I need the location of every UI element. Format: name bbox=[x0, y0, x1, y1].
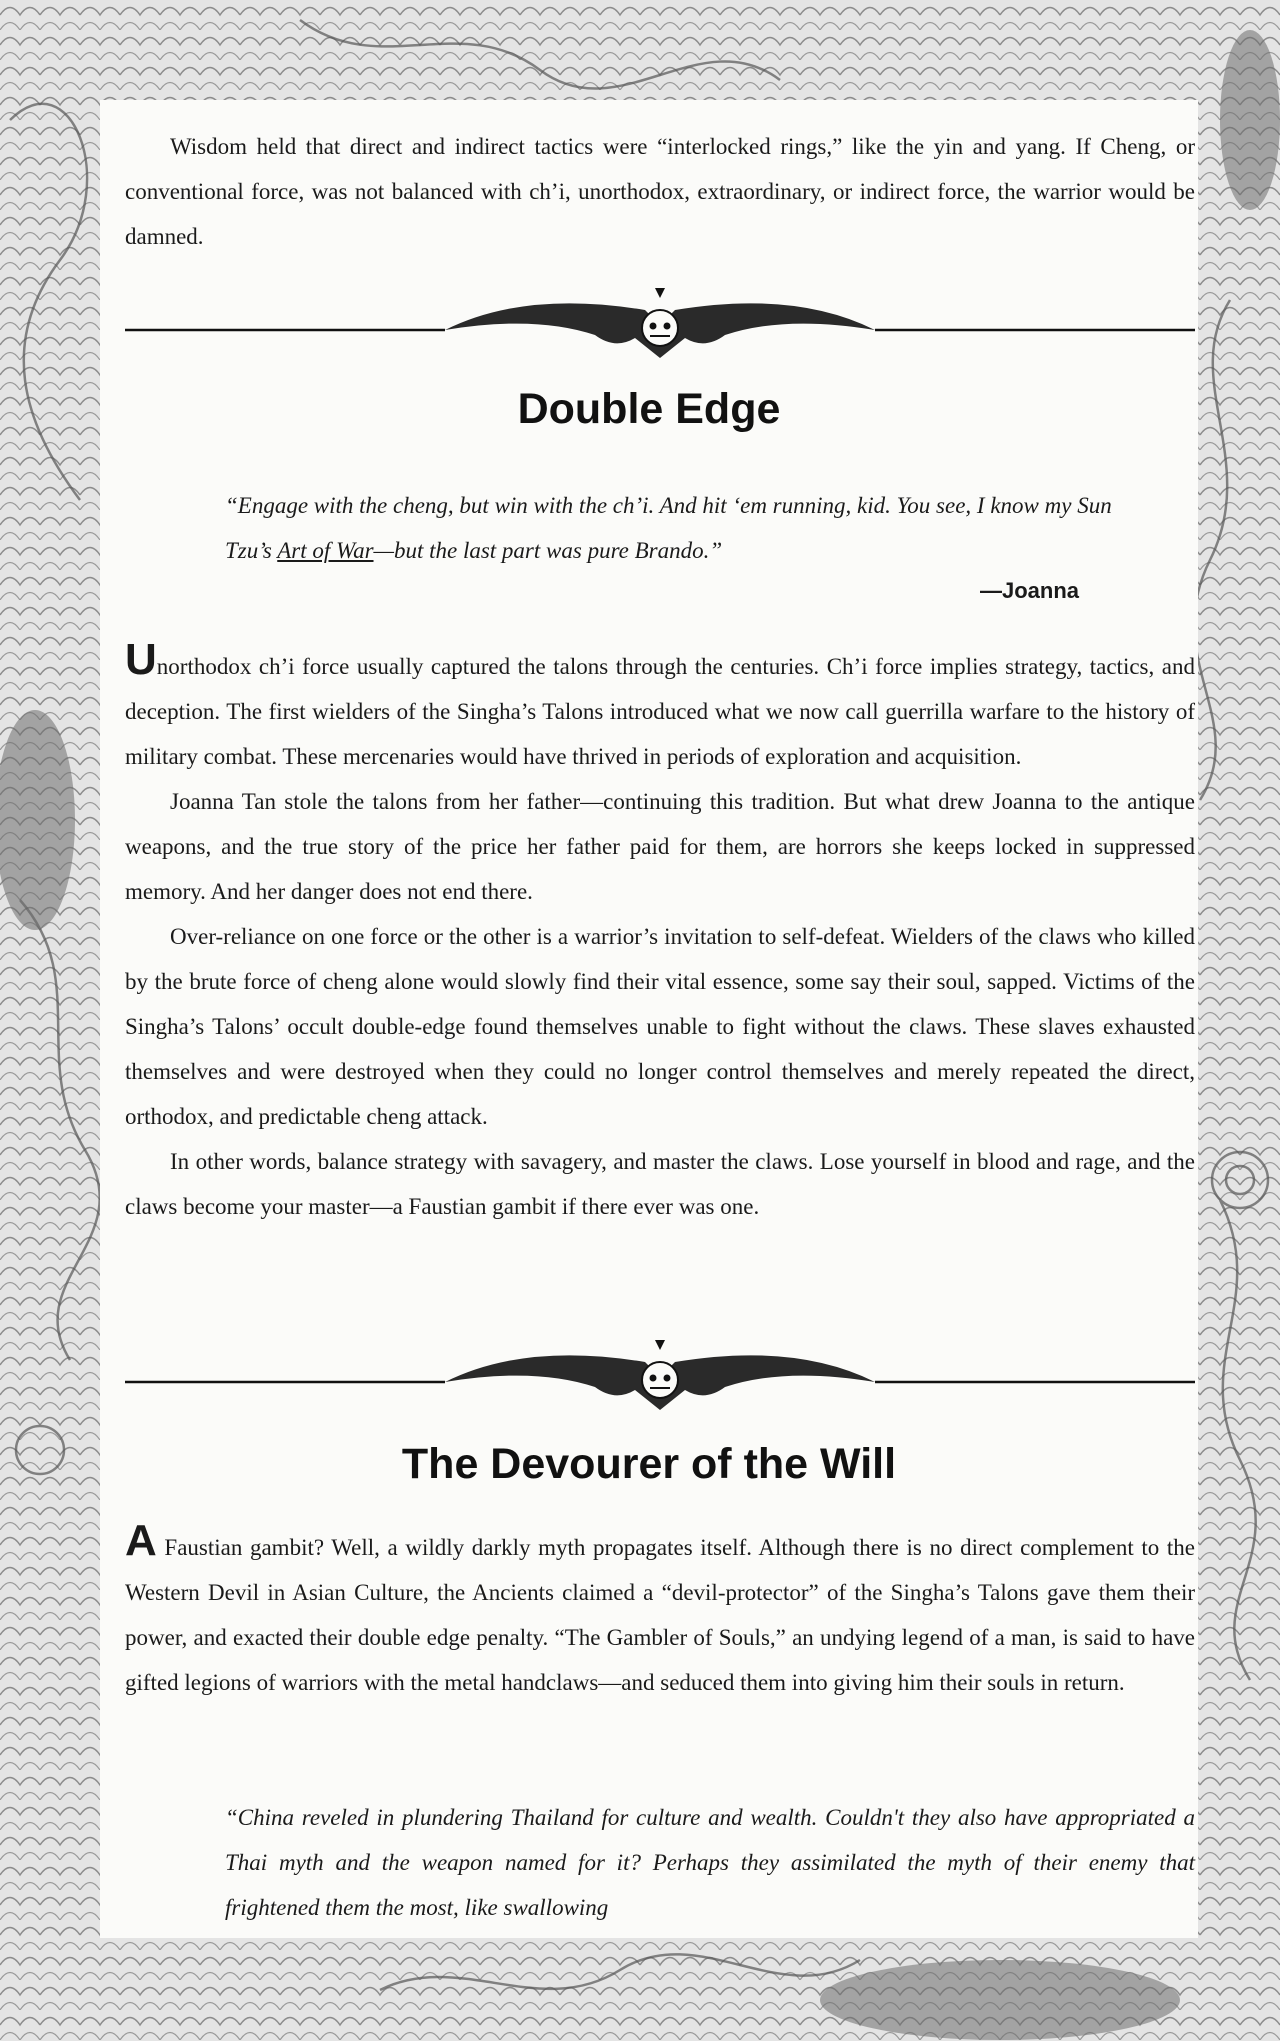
double-edge-paragraph-4: In other words, balance strategy with savagery, and master the claws. Lose yourself in blood and rage, and the claws become your master—a Faustian gambit if there ever was one. bbox=[125, 1149, 1195, 1219]
section-title-devourer: The Devourer of the Will bbox=[401, 1440, 897, 1488]
joanna-quote: “Engage with the cheng, but win with the ch’i. And hit ‘em running, kid. You see, I know my Sun Tzu’s Art of War—but the last part was pure Brando.” bbox=[225, 493, 1112, 563]
double-edge-paragraph-1: Unorthodox ch’i force usually captured the talons through the centuries. Ch’i force implies strategy, tactics, and deception. The first wielders of the Singha’s Talons introduced what we now call guerrilla warfare to the history of military combat. These mercenaries would have thrived in periods of exploration and acquisition. bbox=[125, 635, 1195, 769]
double-edge-paragraph-3: Over-reliance on one force or the other is a warrior’s invitation to self-defeat. Wielders of the claws who killed by the brute force of cheng alone would slowly find their vital essence, some say their soul, sapped. Victims of the Singha’s Talons’ occult double-edge found themselves unable to fight without the claws. These slaves exhausted themselves and were destroyed when they could no longer control themselves and merely repeated the direct, orthodox, and predictable cheng attack. bbox=[125, 924, 1195, 1129]
book-title: Art of War bbox=[277, 538, 374, 563]
drop-cap: U bbox=[125, 635, 157, 684]
china-quote: “China reveled in plundering Thailand for culture and wealth. Couldn't they also have appropriated a Thai myth and the weapon named for it? Perhaps they assimilated the myth of their enemy that frightened them the most, like swallowing bbox=[225, 1805, 1195, 1920]
intro-paragraph: Wisdom held that direct and indirect tactics were “interlocked rings,” like the yin and yang. If Cheng, or conventional force, was not balanced with ch’i, unorthodox, extraordinary, or indirect force, the warrior would be damned. bbox=[125, 134, 1195, 249]
bat-wing-divider bbox=[125, 280, 1195, 370]
section-title-double-edge: Double Edge bbox=[517, 385, 781, 433]
devourer-body bbox=[125, 1516, 1195, 1705]
document-page bbox=[100, 100, 1198, 1938]
quote-attribution: —Joanna bbox=[980, 578, 1080, 603]
double-edge-paragraph-2: Joanna Tan stole the talons from her father—continuing this tradition. But what drew Joanna to the antique weapons, and the true story of the price her father paid for them, are horrors she keeps locked in suppressed memory. And her danger does not end there. bbox=[125, 789, 1195, 904]
double-edge-body bbox=[125, 635, 1195, 1229]
drop-cap-a: A bbox=[125, 1516, 157, 1565]
devourer-paragraph-1: A Faustian gambit? Well, a wildly darkly myth propagates itself. Although there is no direct complement to the Western Devil in Asian Culture, the Ancients claimed a “devil-protector” of the Singha’s Talons gave them their power, and exacted their double edge penalty. “The Gambler of Souls,” an undying legend of a man, is said to have gifted legions of warriors with the metal handclaws—and seduced them into giving him their souls in return. bbox=[125, 1516, 1195, 1695]
bat-wing-divider-2 bbox=[125, 1332, 1195, 1422]
